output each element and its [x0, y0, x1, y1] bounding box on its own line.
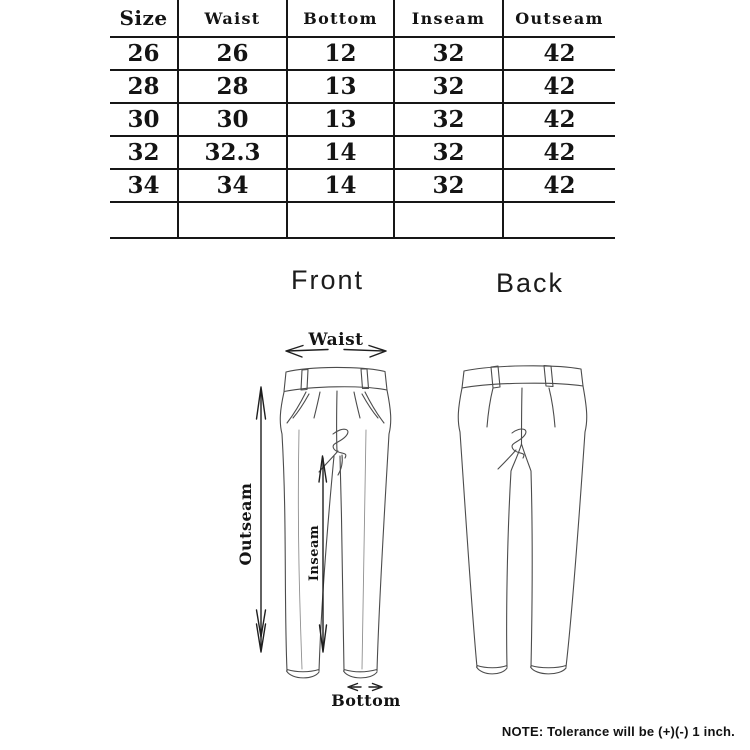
header-bottom: Bottom	[287, 0, 394, 37]
front-right-pocket	[362, 394, 378, 418]
cell-size: 26	[110, 37, 178, 70]
back-right-hem	[531, 666, 566, 668]
front-pleat	[314, 392, 320, 418]
waist-dimension-label: Waist	[308, 330, 364, 350]
cell-outseam: 42	[503, 37, 615, 70]
back-left-hem	[477, 666, 507, 668]
cell-bottom: 12	[287, 37, 394, 70]
back-left-inseam-line	[507, 444, 522, 667]
back-left-outseam-line	[458, 388, 477, 667]
cell-waist: 30	[178, 103, 287, 136]
front-left-hem	[287, 670, 319, 672]
cell-inseam: 32	[394, 37, 503, 70]
cell-outseam: 42	[503, 169, 615, 202]
front-pants-drawing	[280, 367, 390, 677]
front-left-pocket	[293, 394, 309, 418]
outseam-arrow	[257, 387, 266, 652]
header-outseam: Outseam	[503, 0, 615, 37]
front-pleat	[354, 392, 360, 418]
front-right-hem	[344, 670, 377, 672]
header-inseam: Inseam	[394, 0, 503, 37]
header-waist: Waist	[178, 0, 287, 37]
tolerance-note: NOTE: Tolerance will be (+)(-) 1 inch.	[501, 724, 735, 739]
bottom-dimension-label: Bottom	[331, 691, 401, 710]
cell-waist: 26	[178, 37, 287, 70]
back-drawstring	[512, 429, 526, 458]
cell-outseam: 42	[503, 103, 615, 136]
cell-waist: 32.3	[178, 136, 287, 169]
cell-waist: 28	[178, 70, 287, 103]
cell-outseam: 42	[503, 70, 615, 103]
dimension-arrows	[257, 346, 387, 691]
front-belt-loop	[361, 369, 369, 389]
cell-bottom: 14	[287, 136, 394, 169]
bottom-arrow	[348, 684, 382, 691]
front-right-outseam-line	[377, 390, 391, 671]
back-pants-drawing	[458, 366, 586, 674]
header-size: Size	[110, 0, 178, 37]
front-left-pocket	[287, 392, 306, 423]
cell-bottom: 13	[287, 103, 394, 136]
back-waistband	[462, 366, 583, 388]
back-right-outseam-line	[566, 386, 587, 667]
back-dart	[549, 388, 555, 427]
outseam-dimension-label: Outseam	[236, 482, 255, 566]
cell-outseam: 42	[503, 136, 615, 169]
cell-inseam: 32	[394, 103, 503, 136]
front-waistband	[284, 367, 387, 391]
back-dart	[487, 388, 493, 427]
front-right-inseam-line	[340, 456, 344, 671]
front-left-crease	[298, 430, 302, 669]
cell-inseam: 32	[394, 136, 503, 169]
cell-inseam: 32	[394, 70, 503, 103]
front-right-pocket	[365, 392, 384, 423]
cell-size: 30	[110, 103, 178, 136]
front-right-crease	[362, 430, 366, 669]
inseam-dimension-label: Inseam	[307, 524, 322, 582]
back-right-inseam-line	[522, 444, 533, 667]
cell-inseam: 32	[394, 169, 503, 202]
cell-bottom: 14	[287, 169, 394, 202]
cell-size: 28	[110, 70, 178, 103]
cell-bottom: 13	[287, 70, 394, 103]
front-belt-loop	[301, 370, 308, 391]
back-center-seam	[522, 388, 523, 444]
cell-waist: 34	[178, 169, 287, 202]
front-left-outseam-line	[280, 392, 287, 671]
cell-size: 34	[110, 169, 178, 202]
back-view-label: Back	[496, 268, 565, 298]
cell-size: 32	[110, 136, 178, 169]
front-view-label: Front	[291, 265, 365, 295]
